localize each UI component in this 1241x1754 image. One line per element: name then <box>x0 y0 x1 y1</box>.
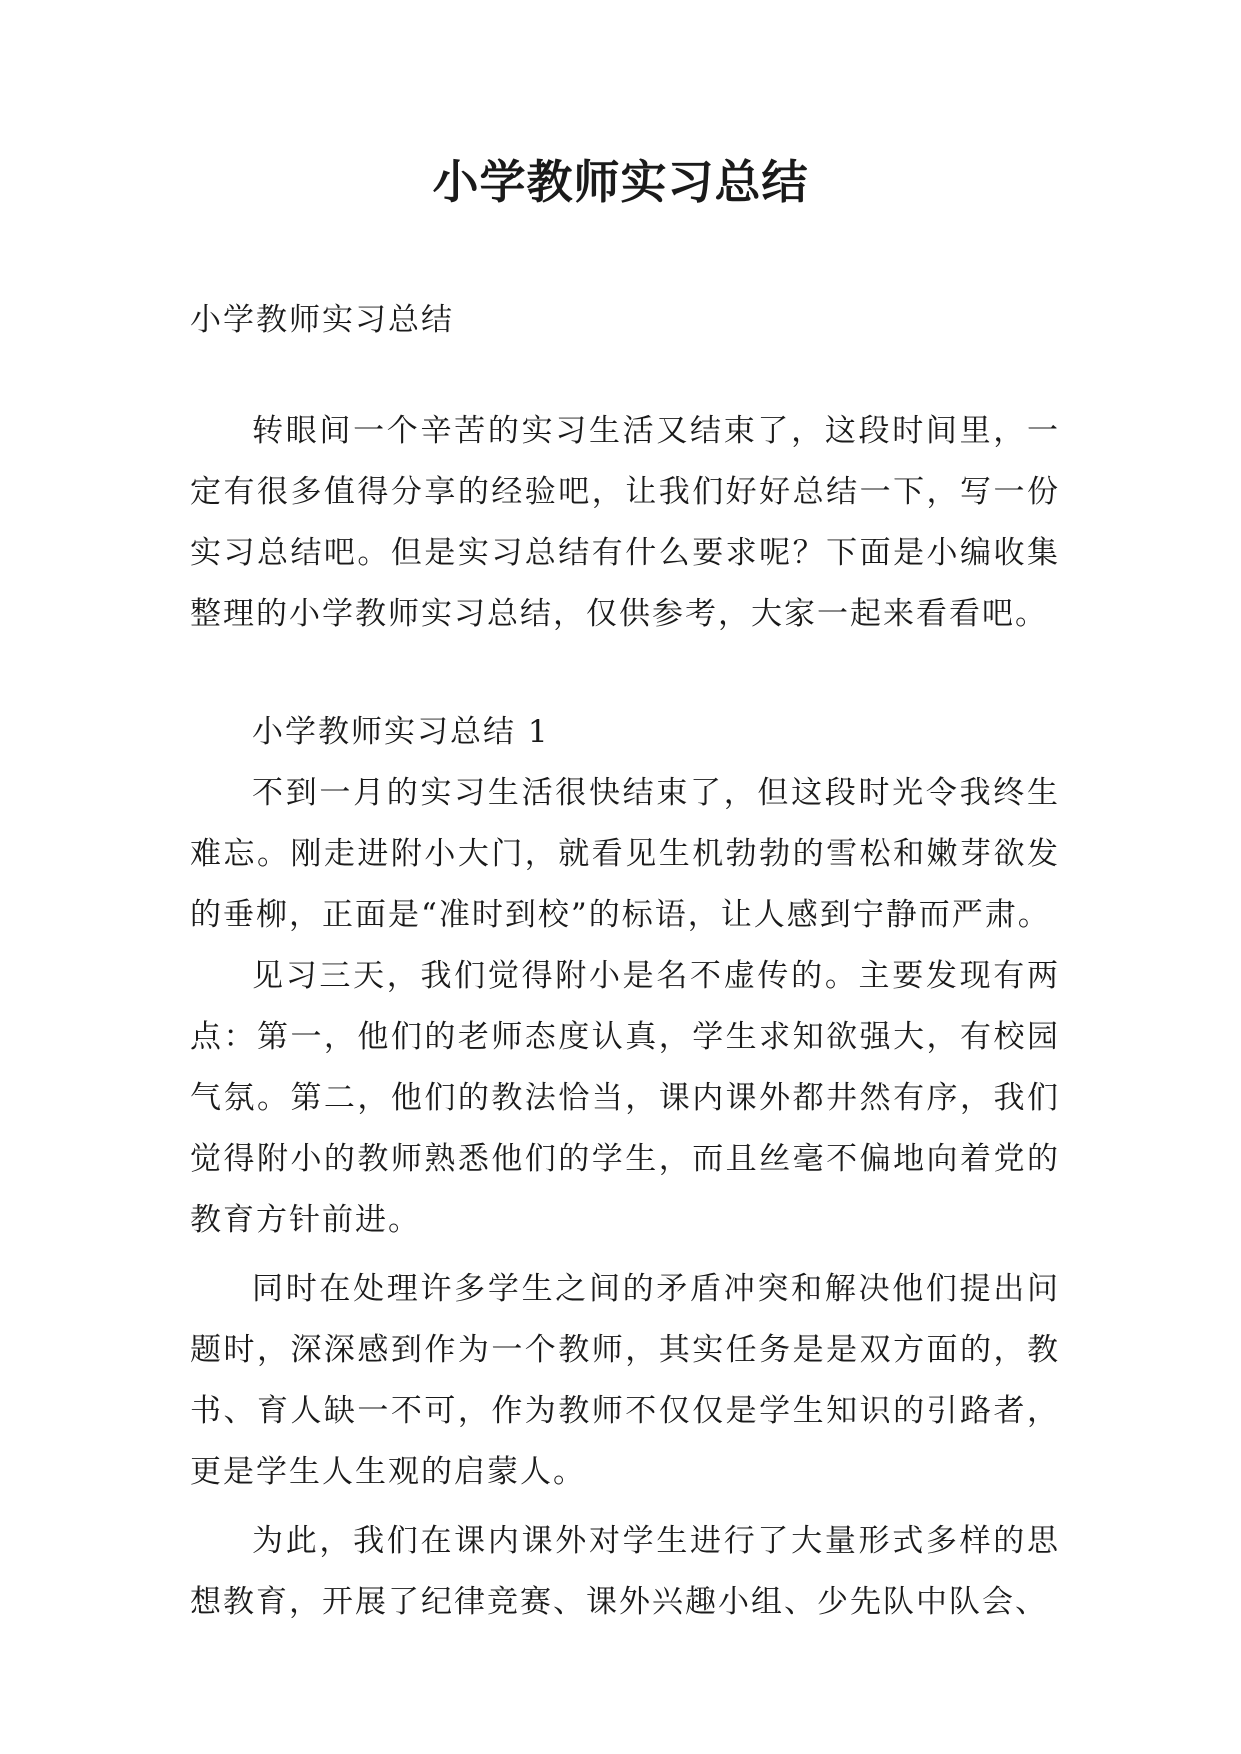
paragraph-spacer <box>190 645 1060 702</box>
body-paragraph: 同时在处理许多学生之间的矛盾冲突和解决他们提出问题时，深深感到作为一个教师，其实任务是是双方面的，教书、育人缺一不可，作为教师不仅仅是学生知识的引路者，更是学生人生观的启蒙人。 <box>190 1271 1060 1490</box>
document-title: 小学教师实习总结 <box>432 155 809 209</box>
document-body <box>190 290 1060 1633</box>
intro-paragraph: 转眼间一个辛苦的实习生活又结束了，这段时间里，一定有很多值得分享的经验吧，让我们好好总结一下，写一份实习总结吧。但是实习总结有什么要求呢？下面是小编收集整理的小学教师实习总结，仅供参考，大家一起来看看吧。 <box>190 413 1060 632</box>
body-paragraph: 不到一月的实习生活很快结束了，但这段时光令我终生难忘。刚走进附小大门，就看见生机勃勃的雪松和嫩芽欲发的垂柳，正面是“准时到校”的标语，让人感到宁静而严肃。 <box>190 775 1060 933</box>
document-subtitle: 小学教师实习总结 <box>190 302 454 338</box>
body-paragraph: 见习三天，我们觉得附小是名不虚传的。主要发现有两点：第一，他们的老师态度认真，学生求知欲强大，有校园气氛。第二，他们的教法恰当，课内课外都井然有序，我们觉得附小的教师熟悉他们的学生，而且丝毫不偏地向着党的教育方针前进。 <box>190 958 1060 1238</box>
body-paragraph: 为此，我们在课内课外对学生进行了大量形式多样的思想教育，开展了纪律竞赛、课外兴趣小组、少先队中队会、 <box>190 1523 1060 1620</box>
paragraph-spacer <box>190 1251 1060 1259</box>
paragraph-spacer <box>190 1503 1060 1511</box>
section-heading: 小学教师实习总结 1 <box>252 714 550 750</box>
